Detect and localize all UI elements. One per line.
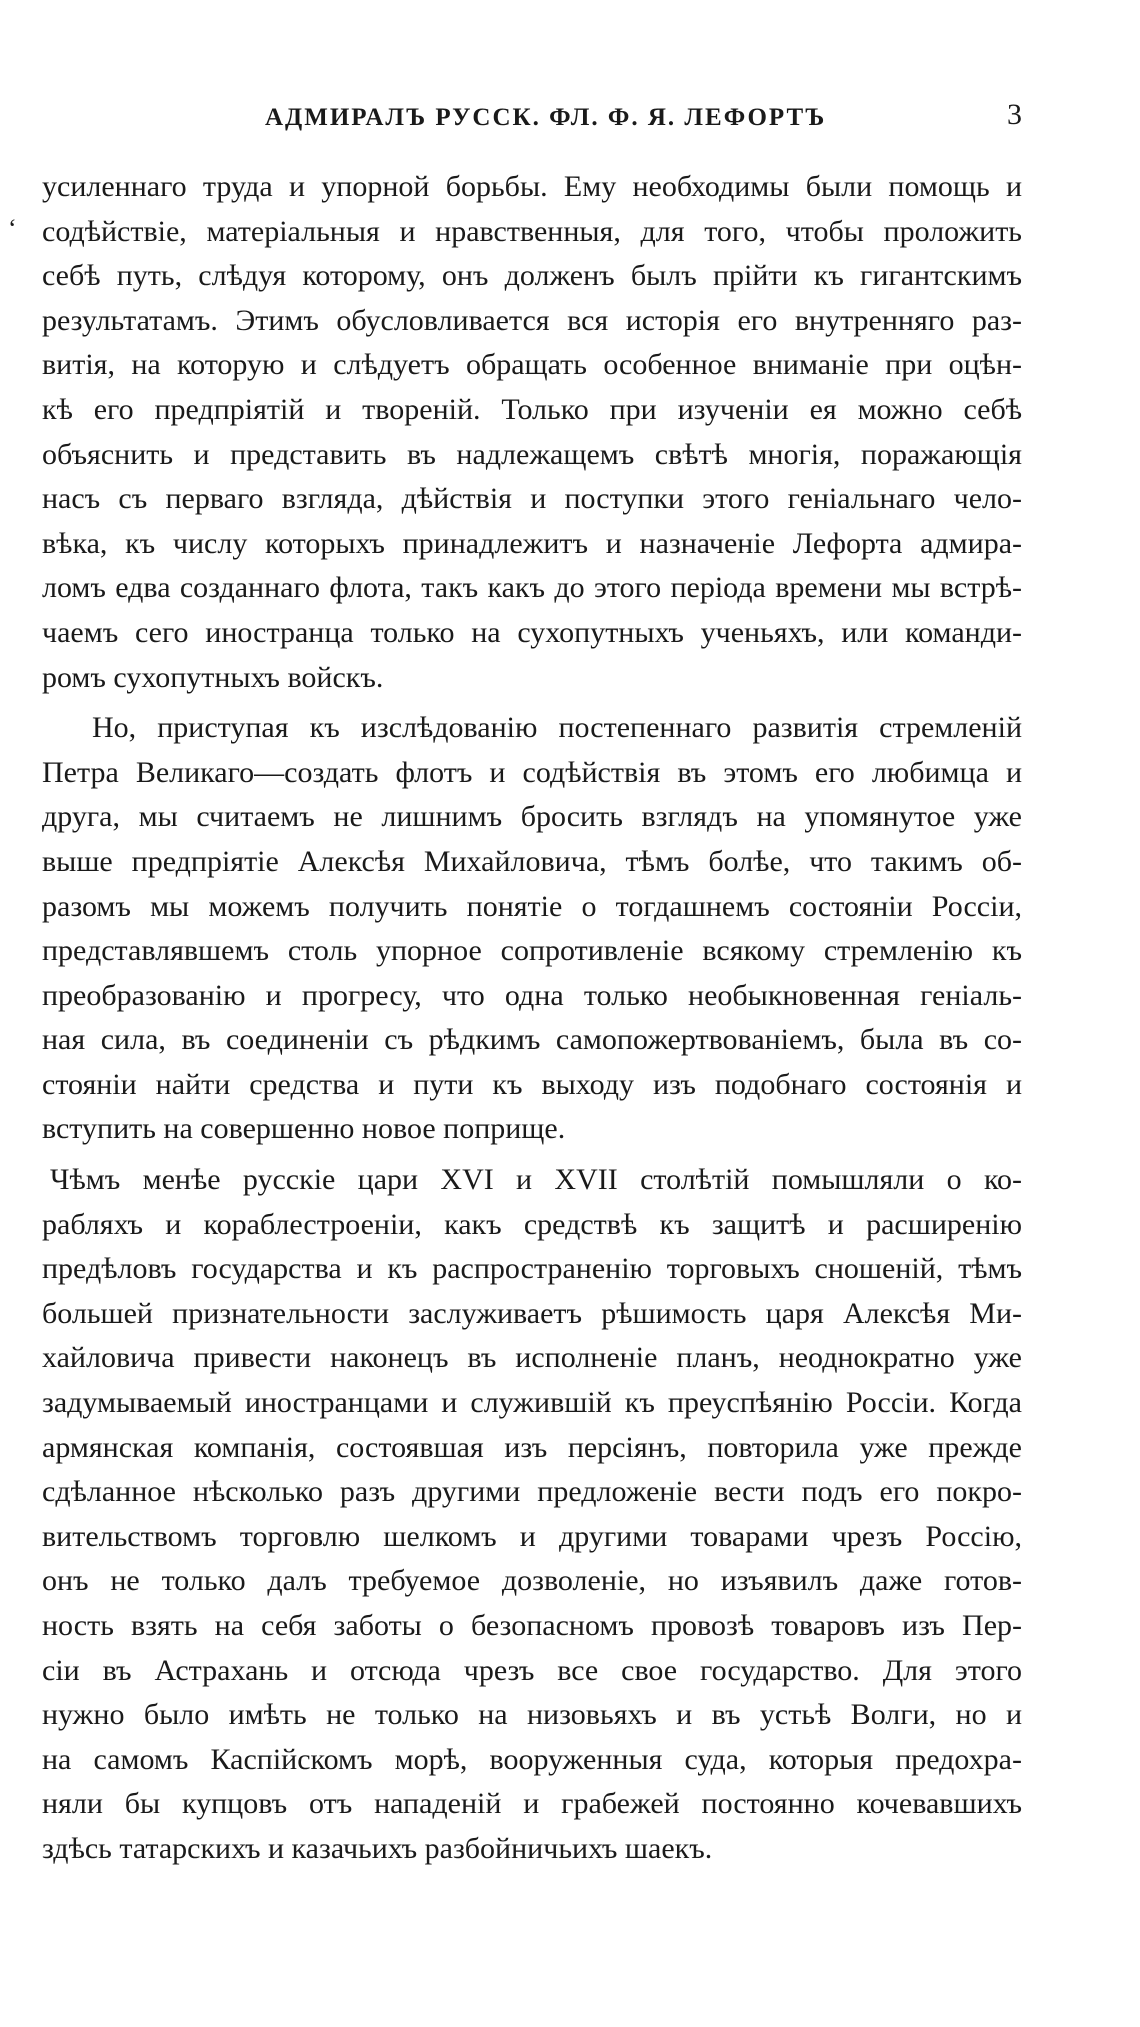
text-line: вступить на совершенно новое поприще.: [42, 1112, 566, 1146]
text-line: насъ съ перваго взгляда, дѣйствія и поступки этого геніальнаго чело-: [42, 482, 1022, 516]
text-line: объяснить и представить въ надлежащемъ свѣтѣ многія, поражающія: [42, 437, 1022, 471]
text-line: выше предпріятіе Алексѣя Михайловича, тѣмъ болѣе, что такимъ об-: [42, 844, 1022, 878]
text-line: на самомъ Каспійскомъ морѣ, вооруженныя суда, которыя предохра-: [42, 1742, 1022, 1776]
stray-ink-mark: ʻ: [8, 214, 17, 243]
text-line: Но, приступая къ изслѣдованію постепеннаго развитія стремленій: [92, 711, 1022, 745]
text-line: здѣсь татарскихъ и казачьихъ разбойничьихъ шаекъ.: [42, 1831, 713, 1865]
text-line: стояніи найти средства и пути къ выходу изъ подобнаго состоянія и: [42, 1067, 1022, 1101]
text-line: усиленнаго труда и упорной борьбы. Ему необходимы были помощь и: [42, 170, 1022, 203]
text-line: ность взять на себя заботы о безопасномъ провозѣ товаровъ изъ Пер-: [42, 1609, 1022, 1642]
text-line: ная сила, въ соединеніи съ рѣдкимъ самопожертвованіемъ, была въ со-: [42, 1023, 1022, 1057]
text-line: армянская компанія, состоявшая изъ персіянъ, повторила уже прежде: [42, 1430, 1022, 1464]
paragraph: [42, 706, 1022, 1152]
text-line: няли бы купцовъ отъ нападеній и грабежей постоянно кочевавшихъ: [42, 1787, 1022, 1821]
text-line: предѣловъ государства и къ распространенію торговыхъ сношеній, тѣмъ: [42, 1252, 1022, 1286]
text-line: преобразованію и прогресу, что одна только необыкновенная геніаль-: [42, 978, 1022, 1012]
text-line: кѣ его предпріятій и твореній. Только при изученіи ея можно себѣ: [42, 392, 1022, 426]
text-line: содѣйствіе, матеріальныя и нравственныя, для того, чтобы проложить: [42, 214, 1022, 248]
text-line: онъ не только далъ требуемое дозволеніе, но изъявилъ даже готов-: [42, 1564, 1022, 1598]
text-line: чаемъ сего иностранца только на сухопутныхъ ученьяхъ, или команди-: [42, 615, 1022, 649]
text-line: себѣ путь, слѣдуя которому, онъ долженъ былъ прійти къ гигантскимъ: [42, 259, 1022, 293]
text-line: сдѣланное нѣсколько разъ другими предложеніе вести подъ его покро-: [42, 1475, 1022, 1509]
text-line: хайловича привести наконецъ въ исполненіе планъ, неоднократно уже: [42, 1341, 1022, 1375]
text-line: задумываемый иностранцами и служившій къ преуспѣянію Россіи. Когда: [42, 1386, 1022, 1420]
page-number: 3: [1007, 98, 1022, 131]
text-line: результатамъ. Этимъ обусловливается вся исторія его внутренняго раз-: [42, 303, 1022, 337]
text-line: вѣка, къ числу которыхъ принадлежитъ и назначеніе Лефорта адмира-: [42, 526, 1022, 560]
text-line: ромъ сухопутныхъ войскъ.: [42, 660, 384, 694]
text-line: ломъ едва созданнаго флота, такъ какъ до этого періода времени мы встрѣ-: [42, 571, 1022, 605]
body-text: [42, 165, 1022, 1872]
text-line: сіи въ Астрахань и отсюда чрезъ все свое государство. Для этого: [42, 1653, 1022, 1687]
text-line: витія, на которую и слѣдуетъ обращать особенное вниманіе при оцѣн-: [42, 348, 1022, 382]
text-line: вительствомъ торговлю шелкомъ и другими товарами чрезъ Россію,: [42, 1519, 1022, 1553]
text-line: рабляхъ и кораблестроеніи, какъ средствѣ къ защитѣ и расширенію: [42, 1207, 1022, 1241]
text-line: Петра Великаго—создать флотъ и содѣйствія въ этомъ его любимца и: [42, 755, 1022, 789]
text-line: большей признательности заслуживаетъ рѣшимость царя Алексѣя Ми-: [42, 1296, 1022, 1330]
text-line: нужно было имѣть не только на низовьяхъ и въ устьѣ Волги, но и: [42, 1698, 1022, 1732]
text-line: представлявшемъ столь упорное сопротивленіе всякому стремленію къ: [42, 934, 1022, 968]
paragraph: [42, 165, 1022, 700]
paragraph: [42, 1158, 1022, 1872]
text-line: друга, мы считаемъ не лишнимъ бросить взглядъ на упомянутое уже: [42, 800, 1022, 834]
text-line: Чѣмъ менѣе русскіе цари XVI и XVII столѣтій помышляли о ко-: [50, 1163, 1022, 1197]
running-title: АДМИРАЛЪ РУССК. ФЛ. Ф. Я. ЛЕФОРТЪ: [265, 104, 827, 131]
text-line: разомъ мы можемъ получить понятіе о тогдашнемъ состояніи Россіи,: [42, 889, 1022, 923]
